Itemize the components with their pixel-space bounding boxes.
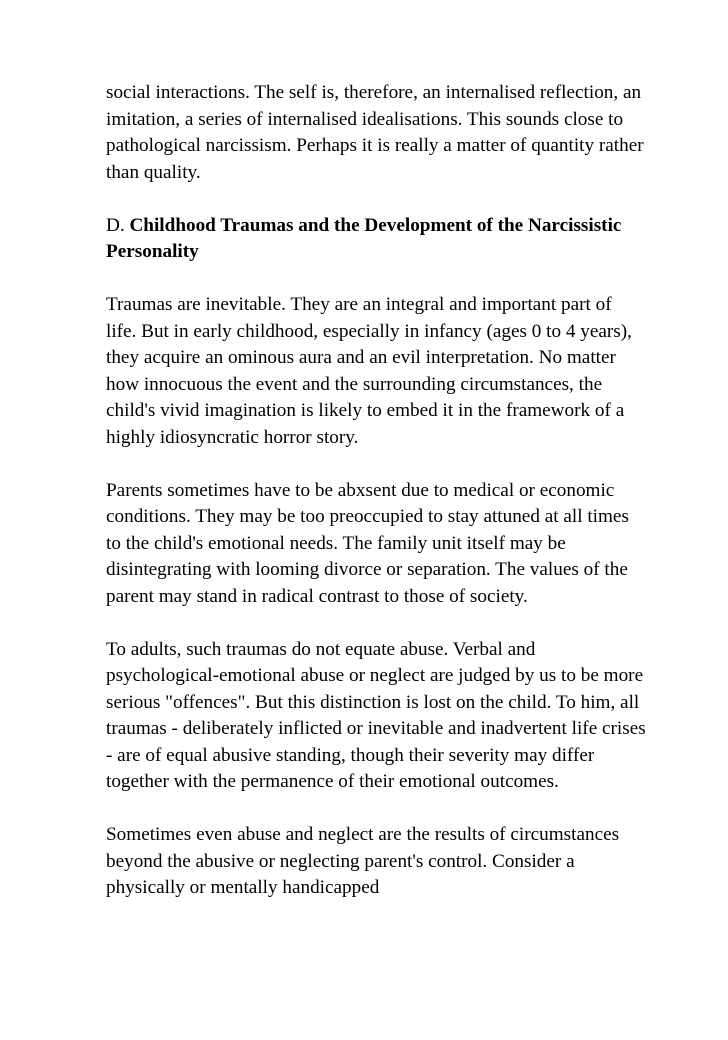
section-heading xyxy=(106,213,646,266)
section-heading-prefix: D. xyxy=(106,214,130,236)
paragraph-adults: To adults, such traumas do not equate abuse. Verbal and psychological-emotional abuse or neglect are judged by us to be more serious "offences". But this distinction is lost on the child. To him, all traumas - deliberately inflicted or inevitable and inadvertent life crises - are of equal abusive standing, though their severity may differ together with the permanence of their emotional outcomes. xyxy=(106,638,646,792)
paragraph-traumas: Traumas are inevitable. They are an integral and important part of life. But in early childhood, especially in infancy (ages 0 to 4 years), they acquire an ominous aura and an evil interpretation. No matter how innocuous the event and the surrounding circumstances, the child's vivid imagination is likely to embed it in the framework of a highly idiosyncratic horror story. xyxy=(106,294,632,448)
paragraph-abuse-neglect: Sometimes even abuse and neglect are the results of circumstances beyond the abusive or neglecting parent's control. Consider a physically or mentally handicapped xyxy=(106,824,620,898)
document-page xyxy=(106,80,646,928)
paragraph-parents: Parents sometimes have to be abxsent due to medical or economic conditions. They may be too preoccupied to stay attuned at all times to the child's emotional needs. The family unit itself may be disintegrating with looming divorce or separation. The values of the parent may stand in radical contrast to those of society. xyxy=(106,479,629,607)
paragraph-intro: social interactions. The self is, therefore, an internalised reflection, an imitation, a series of internalised idealisations. This sounds close to pathological narcissism. Perhaps it is really a matter of quantity rather than quality. xyxy=(106,82,644,183)
section-heading-title: Childhood Traumas and the Development of the Narcissistic Personality xyxy=(106,214,622,262)
